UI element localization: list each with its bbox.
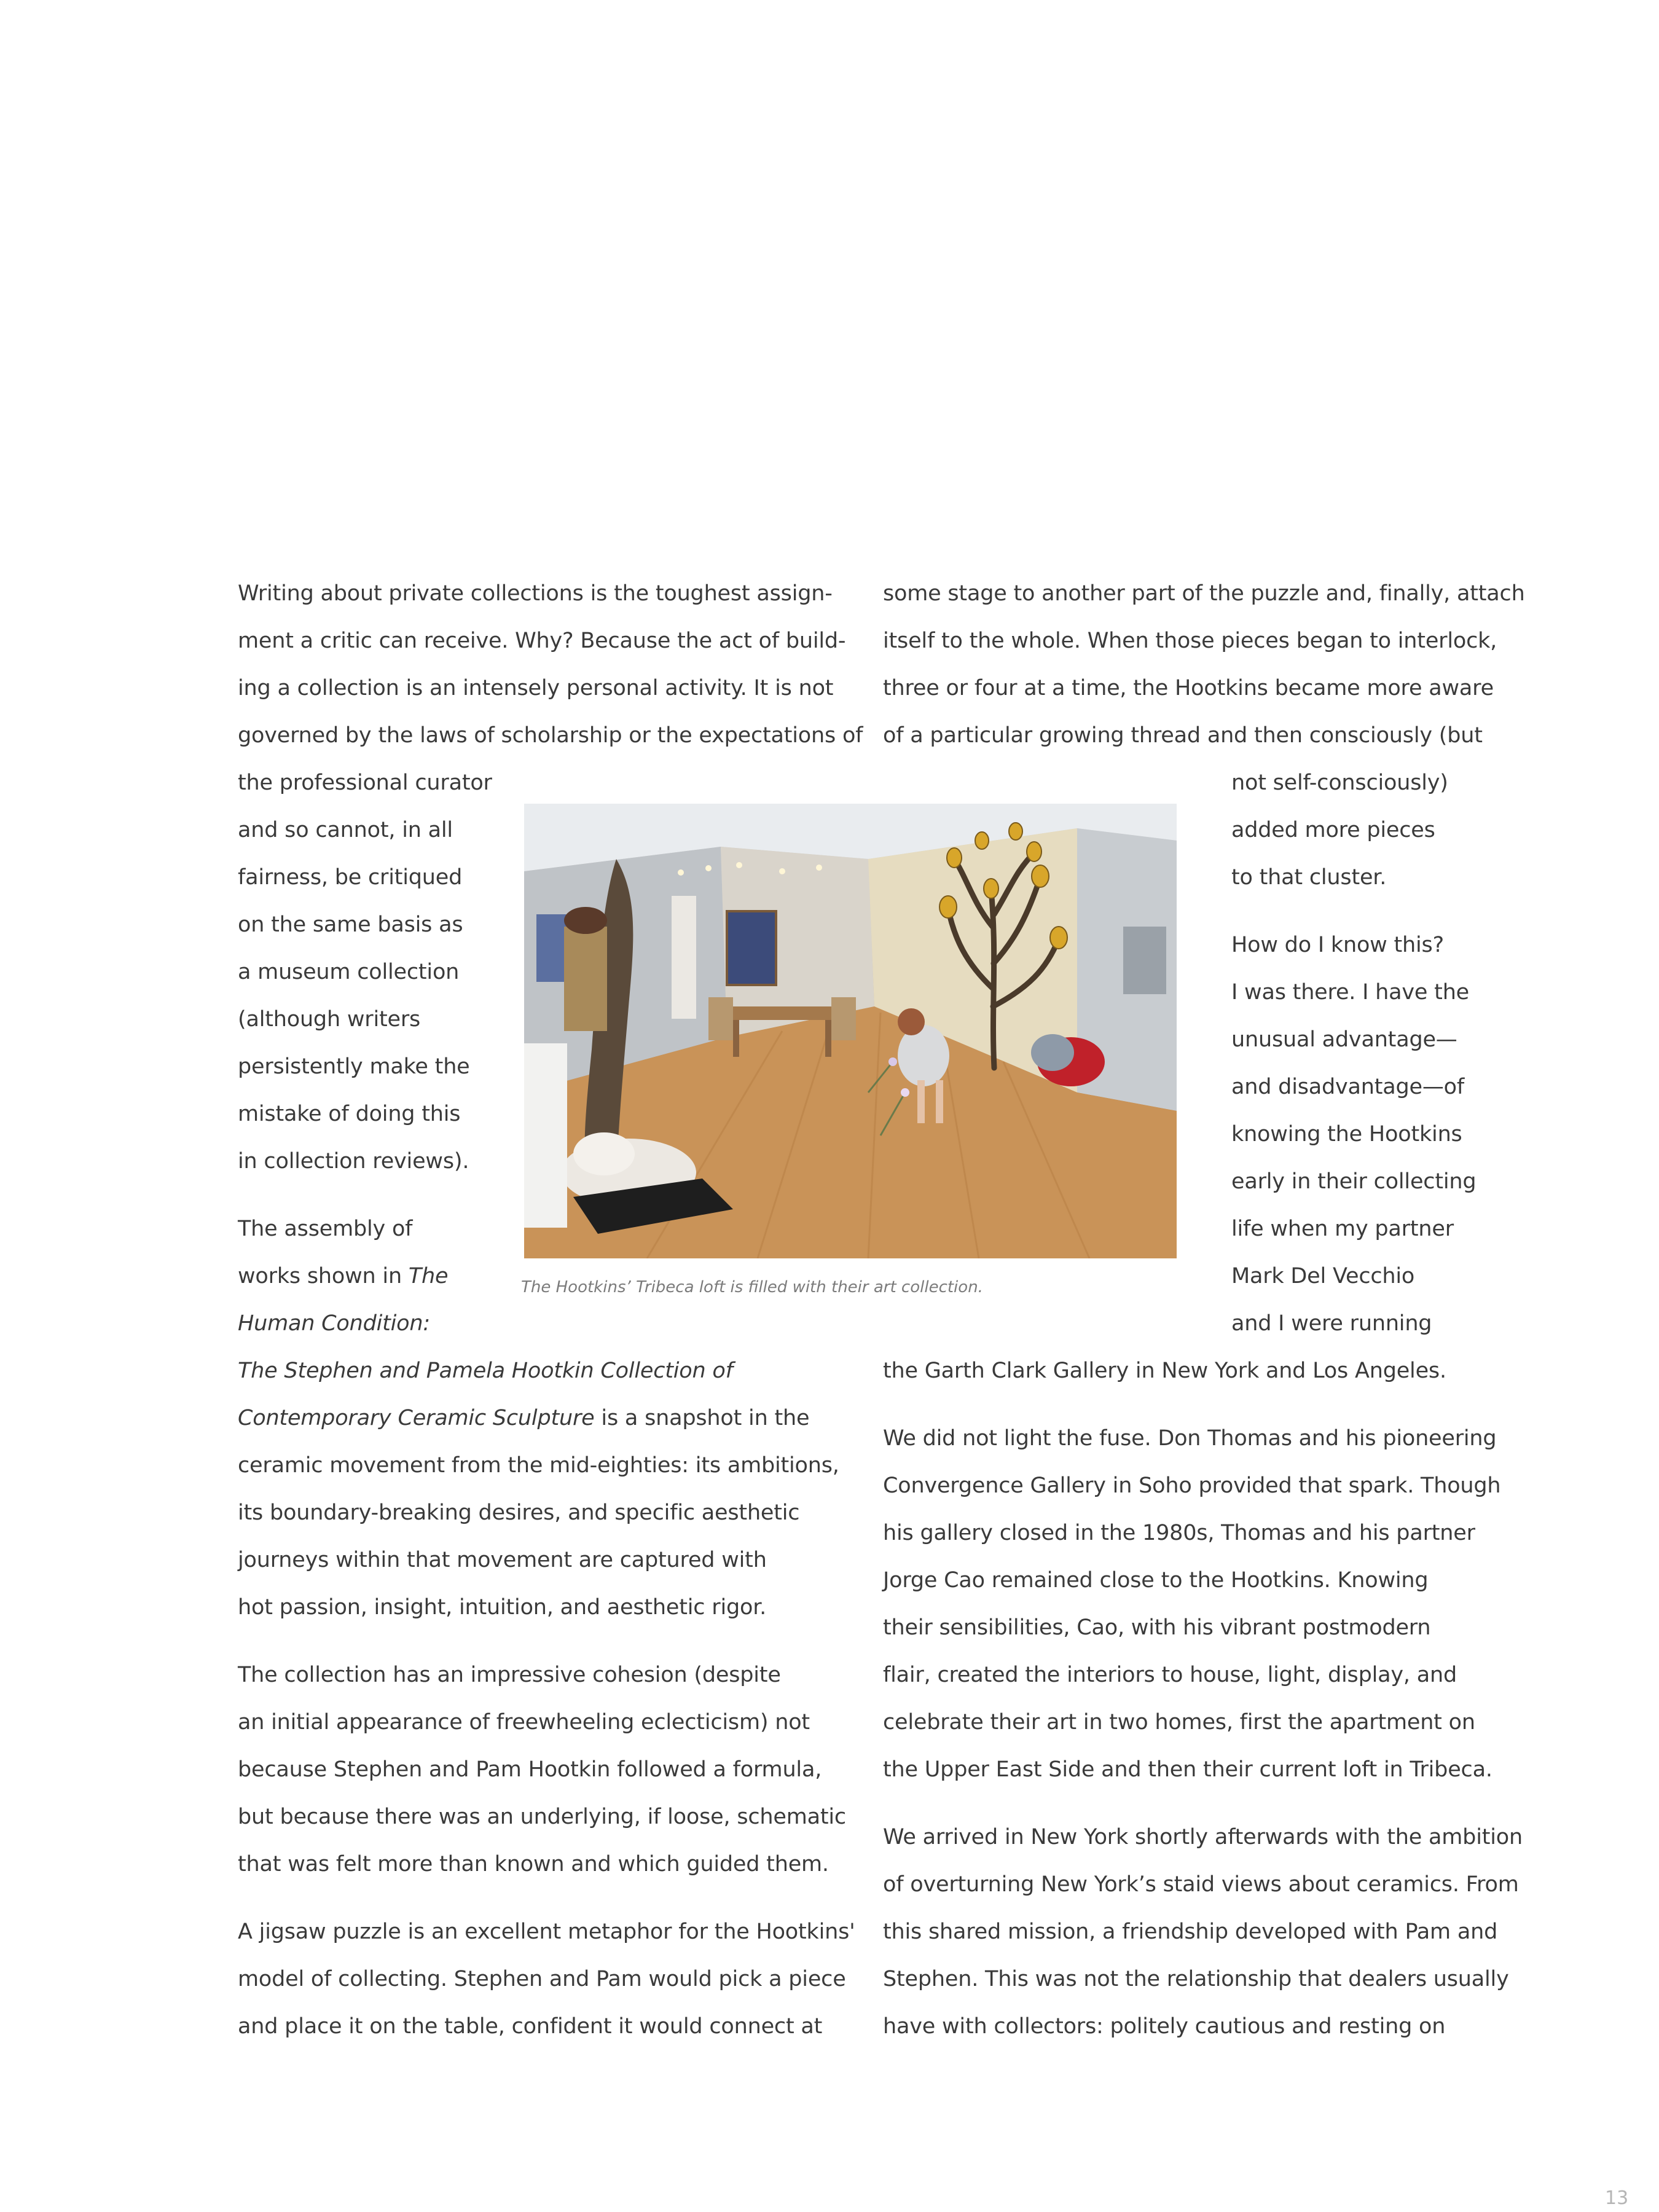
text-line: of a particular growing thread and then consciously (but xyxy=(883,723,1483,748)
text-line: have with collectors: politely cautious and resting on xyxy=(883,2014,1446,2039)
text-line: (although writers xyxy=(238,1007,421,1032)
text-line: the Upper East Side and then their current loft in Tribeca. xyxy=(883,1757,1492,1782)
text-line: on the same basis as xyxy=(238,912,463,937)
text-line: We arrived in New York shortly afterwards with the ambition xyxy=(883,1825,1523,1849)
text-line: Mark Del Vecchio xyxy=(1231,1264,1415,1288)
text-line: persistently make the xyxy=(238,1054,470,1079)
text-line: of overturning New York’s staid views about ceramics. From xyxy=(883,1872,1519,1897)
text-line: life when my partner xyxy=(1231,1217,1454,1241)
text-line: mistake of doing this xyxy=(238,1102,461,1126)
text-line: in collection reviews). xyxy=(238,1149,469,1174)
book-title: The Stephen and Pamela Hootkin Collection of xyxy=(238,1359,733,1383)
text-line: The collection has an impressive cohesion (despite xyxy=(238,1663,781,1687)
loft-photo xyxy=(524,804,1177,1258)
text-line: their sensibilities, Cao, with his vibrant postmodern xyxy=(883,1615,1431,1640)
text-line: its boundary-breaking desires, and specific aesthetic xyxy=(238,1500,800,1525)
text-line: Writing about private collections is the toughest assign- xyxy=(238,581,833,606)
text-line: Stephen. This was not the relationship that dealers usually xyxy=(883,1967,1509,1991)
text-line: that was felt more than known and which guided them. xyxy=(238,1852,829,1877)
text-line: ing a collection is an intensely personal activity. It is not xyxy=(238,676,834,700)
text-line: and I were running xyxy=(1231,1311,1432,1336)
page-number: 13 xyxy=(1605,2187,1629,2209)
book-title: The xyxy=(408,1264,449,1288)
text-line: the professional curator xyxy=(238,771,492,795)
text-line: Jorge Cao remained close to the Hootkins. Knowing xyxy=(883,1568,1429,1593)
text-line: flair, created the interiors to house, light, display, and xyxy=(883,1663,1457,1687)
text-line: and place it on the table, confident it would connect at xyxy=(238,2014,823,2039)
text-line: journeys within that movement are captured with xyxy=(238,1548,767,1572)
text-line: knowing the Hootkins xyxy=(1231,1122,1462,1147)
text-line: his gallery closed in the 1980s, Thomas and his partner xyxy=(883,1521,1475,1545)
text-line: fairness, be critiqued xyxy=(238,865,463,890)
text-line: and disadvantage—of xyxy=(1231,1075,1465,1099)
book-title: Contemporary Ceramic Sculpture xyxy=(238,1406,595,1430)
text-line: but because there was an underlying, if loose, schematic xyxy=(238,1805,846,1829)
text-line: an initial appearance of freewheeling eclecticism) not xyxy=(238,1710,810,1735)
text-span: is a snapshot in the xyxy=(594,1406,810,1430)
text-line: because Stephen and Pam Hootkin followed a formula, xyxy=(238,1757,822,1782)
text-line: a museum collection xyxy=(238,960,460,984)
text-line: celebrate their art in two homes, first the apartment on xyxy=(883,1710,1475,1735)
text-line: governed by the laws of scholarship or the expectations of xyxy=(238,723,863,748)
text-line xyxy=(238,1263,448,1290)
text-line: The assembly of xyxy=(238,1217,413,1241)
text-line: hot passion, insight, intuition, and aesthetic rigor. xyxy=(238,1595,767,1620)
text-line: We did not light the fuse. Don Thomas and his pioneering xyxy=(883,1426,1497,1451)
text-line: three or four at a time, the Hootkins became more aware xyxy=(883,676,1494,700)
text-line: this shared mission, a friendship developed with Pam and xyxy=(883,1920,1498,1944)
figure-caption: The Hootkins’ Tribeca loft is filled with their art collection. xyxy=(521,1278,983,1296)
text-line: How do I know this? xyxy=(1231,933,1444,957)
text-line: I was there. I have the xyxy=(1231,980,1470,1005)
text-line xyxy=(238,1405,809,1432)
text-line: and so cannot, in all xyxy=(238,818,453,842)
text-line: some stage to another part of the puzzle and, finally, attach xyxy=(883,581,1525,606)
text-line: model of collecting. Stephen and Pam would pick a piece xyxy=(238,1967,846,1991)
text-line: not self-consciously) xyxy=(1231,771,1448,795)
text-line: ceramic movement from the mid-eighties: its ambitions, xyxy=(238,1453,839,1478)
text-line: itself to the whole. When those pieces began to interlock, xyxy=(883,629,1497,653)
book-title: Human Condition: xyxy=(238,1311,430,1336)
text-span: works shown in xyxy=(238,1264,409,1288)
text-line: the Garth Clark Gallery in New York and Los Angeles. xyxy=(883,1359,1446,1383)
text-line: added more pieces xyxy=(1231,818,1435,842)
text-line xyxy=(238,1357,733,1384)
text-line: Convergence Gallery in Soho provided that spark. Though xyxy=(883,1473,1501,1498)
text-line: A jigsaw puzzle is an excellent metaphor for the Hootkins' xyxy=(238,1920,855,1944)
text-line: to that cluster. xyxy=(1231,865,1387,890)
text-line: early in their collecting xyxy=(1231,1169,1477,1194)
text-line xyxy=(238,1310,430,1337)
text-line: unusual advantage— xyxy=(1231,1027,1457,1052)
text-line: ment a critic can receive. Why? Because the act of build- xyxy=(238,629,846,653)
loft-photo-illustration xyxy=(524,804,1177,1258)
